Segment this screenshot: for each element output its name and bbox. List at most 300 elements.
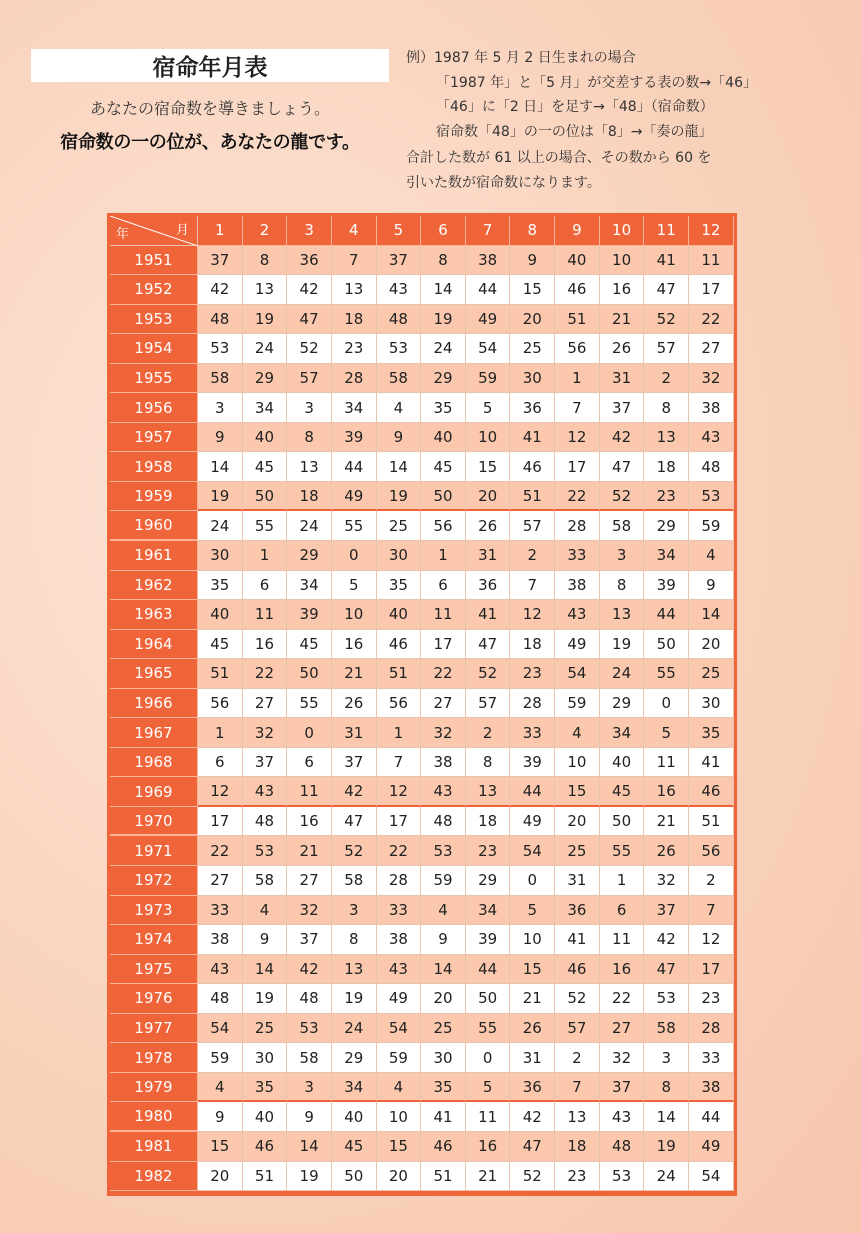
table-cell: 40 (600, 748, 645, 778)
table-cell: 54 (377, 1014, 422, 1044)
table-cell: 13 (332, 955, 377, 985)
table-cell: 43 (377, 275, 422, 305)
table-cell: 5 (644, 718, 689, 748)
table-cell: 34 (243, 393, 288, 423)
table-cell: 42 (287, 955, 332, 985)
table-cell: 29 (421, 364, 466, 394)
example-step-3: 宿命数「48」の一の位は「8」→「奏の龍」 (436, 123, 713, 140)
table-cell: 55 (466, 1014, 511, 1044)
table-cell: 34 (466, 896, 511, 926)
table-cell: 49 (377, 984, 422, 1014)
table-cell: 14 (644, 1102, 689, 1132)
table-cell: 22 (243, 659, 288, 689)
year-header: 1966 (110, 689, 198, 719)
table-cell: 11 (689, 246, 734, 276)
table-cell: 40 (243, 1102, 288, 1132)
table-cell: 7 (555, 393, 600, 423)
table-cell: 51 (555, 305, 600, 335)
table-cell: 9 (198, 1102, 243, 1132)
table-cell: 29 (600, 689, 645, 719)
table-cell: 48 (198, 984, 243, 1014)
table-cell: 3 (198, 393, 243, 423)
table-cell: 38 (555, 571, 600, 601)
year-header: 1971 (110, 836, 198, 866)
table-cell: 24 (644, 1162, 689, 1192)
table-cell: 25 (510, 334, 555, 364)
table-cell: 58 (600, 511, 645, 541)
table-cell: 45 (332, 1132, 377, 1162)
example-block (406, 46, 757, 195)
month-header: 5 (377, 216, 422, 246)
table-cell: 7 (377, 748, 422, 778)
table-cell: 42 (332, 777, 377, 807)
year-header: 1980 (110, 1102, 198, 1132)
year-header: 1956 (110, 393, 198, 423)
table-cell: 5 (466, 393, 511, 423)
table-cell: 41 (555, 925, 600, 955)
table-cell: 19 (421, 305, 466, 335)
table-cell: 58 (198, 364, 243, 394)
table-cell: 18 (644, 452, 689, 482)
year-header: 1964 (110, 630, 198, 660)
table-cell: 34 (332, 1073, 377, 1103)
table-cell: 11 (600, 925, 645, 955)
table-cell: 36 (555, 896, 600, 926)
table-cell: 26 (600, 334, 645, 364)
table-cell: 40 (555, 246, 600, 276)
table-cell: 40 (332, 1102, 377, 1132)
table-cell: 38 (198, 925, 243, 955)
table-cell: 2 (689, 866, 734, 896)
table-cell: 44 (644, 600, 689, 630)
table-cell: 55 (243, 511, 288, 541)
month-header: 4 (332, 216, 377, 246)
table-cell: 45 (600, 777, 645, 807)
table-cell: 59 (466, 364, 511, 394)
table-cell: 0 (510, 866, 555, 896)
table-cell: 17 (198, 807, 243, 837)
table-cell: 27 (287, 866, 332, 896)
table-cell: 32 (644, 866, 689, 896)
year-header: 1975 (110, 955, 198, 985)
table-cell: 33 (198, 896, 243, 926)
table-cell: 49 (510, 807, 555, 837)
table-cell: 38 (421, 748, 466, 778)
table-cell: 50 (644, 630, 689, 660)
table-cell: 10 (332, 600, 377, 630)
table-cell: 23 (555, 1162, 600, 1192)
table-cell: 36 (287, 246, 332, 276)
table-cell: 41 (466, 600, 511, 630)
table-cell: 3 (287, 393, 332, 423)
table-cell: 48 (689, 452, 734, 482)
table-cell: 53 (198, 334, 243, 364)
table-cell: 32 (600, 1043, 645, 1073)
table-cell: 37 (287, 925, 332, 955)
table-cell: 11 (243, 600, 288, 630)
table-cell: 51 (243, 1162, 288, 1192)
table-cell: 51 (377, 659, 422, 689)
table-cell: 16 (466, 1132, 511, 1162)
table-cell: 26 (466, 511, 511, 541)
table-cell: 27 (689, 334, 734, 364)
table-cell: 37 (377, 246, 422, 276)
table-cell: 43 (600, 1102, 645, 1132)
table-cell: 58 (287, 1043, 332, 1073)
table-cell: 32 (287, 896, 332, 926)
table-cell: 40 (243, 423, 288, 453)
table-cell: 20 (198, 1162, 243, 1192)
table-cell: 51 (421, 1162, 466, 1192)
table-cell: 28 (510, 689, 555, 719)
table-cell: 34 (287, 571, 332, 601)
table-cell: 48 (198, 305, 243, 335)
table-cell: 4 (421, 896, 466, 926)
table-cell: 37 (600, 393, 645, 423)
year-header: 1979 (110, 1073, 198, 1103)
table-cell: 11 (466, 1102, 511, 1132)
table-cell: 22 (600, 984, 645, 1014)
table-cell: 20 (510, 305, 555, 335)
table-cell: 19 (287, 1162, 332, 1192)
table-cell: 33 (689, 1043, 734, 1073)
table-cell: 41 (644, 246, 689, 276)
table-cell: 13 (600, 600, 645, 630)
table-cell: 57 (287, 364, 332, 394)
table-cell: 44 (466, 275, 511, 305)
table-cell: 42 (198, 275, 243, 305)
table-cell: 48 (287, 984, 332, 1014)
month-header: 11 (644, 216, 689, 246)
year-header: 1969 (110, 777, 198, 807)
table-cell: 25 (555, 836, 600, 866)
table-cell: 14 (421, 275, 466, 305)
table-cell: 13 (287, 452, 332, 482)
table-cell: 49 (332, 482, 377, 512)
table-cell: 43 (243, 777, 288, 807)
table-cell: 17 (689, 955, 734, 985)
table-cell: 8 (332, 925, 377, 955)
table-cell: 19 (243, 984, 288, 1014)
month-header: 8 (510, 216, 555, 246)
table-cell: 2 (644, 364, 689, 394)
table-cell: 19 (332, 984, 377, 1014)
table-cell: 31 (600, 364, 645, 394)
table-cell: 16 (243, 630, 288, 660)
table-cell: 22 (377, 836, 422, 866)
table-cell: 0 (644, 689, 689, 719)
table-cell: 47 (466, 630, 511, 660)
month-header: 6 (421, 216, 466, 246)
table-cell: 38 (689, 1073, 734, 1103)
table-cell: 7 (555, 1073, 600, 1103)
table-cell: 12 (689, 925, 734, 955)
table-cell: 23 (466, 836, 511, 866)
table-cell: 28 (332, 364, 377, 394)
table-cell: 6 (198, 748, 243, 778)
table-cell: 43 (689, 423, 734, 453)
table-cell: 52 (644, 305, 689, 335)
table-cell: 51 (510, 482, 555, 512)
table-cell: 54 (510, 836, 555, 866)
table-cell: 56 (555, 334, 600, 364)
table-cell: 21 (332, 659, 377, 689)
table-cell: 8 (466, 748, 511, 778)
table-cell: 24 (600, 659, 645, 689)
table-cell: 59 (198, 1043, 243, 1073)
table-cell: 1 (377, 718, 422, 748)
year-header: 1952 (110, 275, 198, 305)
year-header: 1953 (110, 305, 198, 335)
month-header: 3 (287, 216, 332, 246)
table-cell: 29 (243, 364, 288, 394)
year-header: 1959 (110, 482, 198, 512)
table-cell: 4 (377, 1073, 422, 1103)
table-cell: 0 (332, 541, 377, 571)
year-header: 1973 (110, 896, 198, 926)
table-cell: 52 (510, 1162, 555, 1192)
table-cell: 35 (689, 718, 734, 748)
table-cell: 9 (421, 925, 466, 955)
table-cell: 2 (466, 718, 511, 748)
table-cell: 13 (243, 275, 288, 305)
table-cell: 9 (287, 1102, 332, 1132)
table-corner (110, 216, 198, 246)
table-cell: 28 (377, 866, 422, 896)
table-cell: 55 (332, 511, 377, 541)
table-cell: 54 (466, 334, 511, 364)
table-cell: 8 (644, 393, 689, 423)
table-cell: 14 (421, 955, 466, 985)
table-cell: 33 (510, 718, 555, 748)
table-cell: 33 (555, 541, 600, 571)
table-cell: 57 (555, 1014, 600, 1044)
table-cell: 30 (421, 1043, 466, 1073)
year-header: 1961 (110, 541, 198, 571)
year-header: 1976 (110, 984, 198, 1014)
table-cell: 18 (332, 305, 377, 335)
table-cell: 46 (243, 1132, 288, 1162)
table-cell: 30 (243, 1043, 288, 1073)
table-cell: 46 (377, 630, 422, 660)
table-cell: 41 (689, 748, 734, 778)
table-cell: 10 (466, 423, 511, 453)
table-cell: 1 (421, 541, 466, 571)
table-cell: 20 (689, 630, 734, 660)
table-cell: 14 (377, 452, 422, 482)
table-cell: 33 (377, 896, 422, 926)
table-cell: 42 (600, 423, 645, 453)
table-cell: 56 (689, 836, 734, 866)
table-cell: 18 (466, 807, 511, 837)
table-cell: 35 (243, 1073, 288, 1103)
table-cell: 21 (600, 305, 645, 335)
table-cell: 42 (287, 275, 332, 305)
table-cell: 16 (600, 955, 645, 985)
table-cell: 6 (600, 896, 645, 926)
table-cell: 15 (466, 452, 511, 482)
year-header: 1957 (110, 423, 198, 453)
table-cell: 45 (421, 452, 466, 482)
table-cell: 3 (332, 896, 377, 926)
year-header: 1963 (110, 600, 198, 630)
table-cell: 2 (555, 1043, 600, 1073)
table-cell: 5 (332, 571, 377, 601)
table-cell: 8 (600, 571, 645, 601)
table-cell: 8 (287, 423, 332, 453)
table-cell: 48 (243, 807, 288, 837)
table-cell: 17 (689, 275, 734, 305)
table-cell: 44 (466, 955, 511, 985)
table-cell: 58 (332, 866, 377, 896)
example-step-2: 「46」に「2 日」を足す→「48」（宿命数） (436, 99, 714, 115)
table-cell: 15 (198, 1132, 243, 1162)
table-cell: 4 (689, 541, 734, 571)
table-cell: 51 (198, 659, 243, 689)
table-cell: 31 (332, 718, 377, 748)
table-cell: 23 (510, 659, 555, 689)
table-cell: 53 (287, 1014, 332, 1044)
year-header: 1967 (110, 718, 198, 748)
year-header: 1982 (110, 1162, 198, 1192)
table-cell: 8 (421, 246, 466, 276)
table-cell: 4 (243, 896, 288, 926)
table-cell: 25 (243, 1014, 288, 1044)
table-cell: 21 (644, 807, 689, 837)
year-header: 1968 (110, 748, 198, 778)
table-cell: 30 (510, 364, 555, 394)
table-cell: 11 (421, 600, 466, 630)
table-cell: 48 (377, 305, 422, 335)
table-cell: 42 (510, 1102, 555, 1132)
table-cell: 16 (644, 777, 689, 807)
table-cell: 36 (466, 571, 511, 601)
table-cell: 45 (243, 452, 288, 482)
table-cell: 25 (377, 511, 422, 541)
table-cell: 21 (287, 836, 332, 866)
table-cell: 9 (689, 571, 734, 601)
table-cell: 19 (243, 305, 288, 335)
table-cell: 19 (377, 482, 422, 512)
table-cell: 45 (198, 630, 243, 660)
table-cell: 15 (510, 275, 555, 305)
table-cell: 12 (198, 777, 243, 807)
year-header: 1978 (110, 1043, 198, 1073)
table-cell: 37 (600, 1073, 645, 1103)
table-cell: 22 (198, 836, 243, 866)
table-cell: 5 (510, 896, 555, 926)
table-cell: 9 (198, 423, 243, 453)
table-cell: 15 (555, 777, 600, 807)
table-cell: 53 (689, 482, 734, 512)
table-cell: 49 (555, 630, 600, 660)
table-cell: 12 (510, 600, 555, 630)
table-cell: 19 (198, 482, 243, 512)
table-cell: 52 (555, 984, 600, 1014)
table-cell: 11 (644, 748, 689, 778)
table-cell: 36 (510, 1073, 555, 1103)
table-cell: 6 (421, 571, 466, 601)
table-cell: 27 (243, 689, 288, 719)
table-cell: 13 (644, 423, 689, 453)
table-cell: 29 (287, 541, 332, 571)
table-cell: 20 (466, 482, 511, 512)
table-cell: 51 (689, 807, 734, 837)
table-cell: 32 (689, 364, 734, 394)
table-cell: 52 (287, 334, 332, 364)
year-header: 1974 (110, 925, 198, 955)
table-cell: 8 (644, 1073, 689, 1103)
table-cell: 24 (332, 1014, 377, 1044)
table-cell: 29 (466, 866, 511, 896)
table-cell: 5 (466, 1073, 511, 1103)
table-cell: 10 (510, 925, 555, 955)
table-cell: 37 (243, 748, 288, 778)
example-note-2: 引いた数が宿命数になります。 (406, 174, 601, 191)
month-header: 1 (198, 216, 243, 246)
table-cell: 19 (644, 1132, 689, 1162)
table-cell: 38 (466, 246, 511, 276)
table-cell: 30 (689, 689, 734, 719)
table-cell: 49 (689, 1132, 734, 1162)
table-cell: 44 (689, 1102, 734, 1132)
table-cell: 13 (332, 275, 377, 305)
table-cell: 47 (510, 1132, 555, 1162)
table-cell: 46 (689, 777, 734, 807)
lead-text-bold: 宿命数の一の位が、あなたの龍です。 (60, 132, 360, 153)
table-cell: 9 (377, 423, 422, 453)
table-cell: 20 (555, 807, 600, 837)
table-cell: 46 (421, 1132, 466, 1162)
month-header: 12 (689, 216, 734, 246)
table-cell: 53 (644, 984, 689, 1014)
table-cell: 1 (600, 866, 645, 896)
table-cell: 35 (421, 1073, 466, 1103)
table-cell: 32 (243, 718, 288, 748)
year-header: 1981 (110, 1132, 198, 1162)
table-cell: 22 (555, 482, 600, 512)
table-cell: 40 (377, 600, 422, 630)
table-cell: 4 (377, 393, 422, 423)
table-cell: 21 (466, 1162, 511, 1192)
table-cell: 21 (510, 984, 555, 1014)
table-cell: 44 (332, 452, 377, 482)
table-cell: 47 (644, 275, 689, 305)
table-cell: 12 (555, 423, 600, 453)
table-cell: 24 (198, 511, 243, 541)
table-cell: 15 (377, 1132, 422, 1162)
table-cell: 34 (600, 718, 645, 748)
table-cell: 37 (198, 246, 243, 276)
example-note-1: 合計した数が 61 以上の場合、その数から 60 を (406, 150, 712, 166)
month-header: 2 (243, 216, 288, 246)
table-cell: 23 (689, 984, 734, 1014)
year-header: 1955 (110, 364, 198, 394)
table-cell: 34 (332, 393, 377, 423)
table-cell: 38 (689, 393, 734, 423)
table-cell: 4 (555, 718, 600, 748)
lead-text: あなたの宿命数を導きましょう。 (89, 99, 330, 118)
table-cell: 48 (421, 807, 466, 837)
table-cell: 43 (198, 955, 243, 985)
table-cell: 6 (243, 571, 288, 601)
table-cell: 27 (600, 1014, 645, 1044)
month-header: 10 (600, 216, 645, 246)
table-cell: 47 (287, 305, 332, 335)
table-cell: 45 (287, 630, 332, 660)
table-cell: 57 (466, 689, 511, 719)
table-cell: 40 (198, 600, 243, 630)
